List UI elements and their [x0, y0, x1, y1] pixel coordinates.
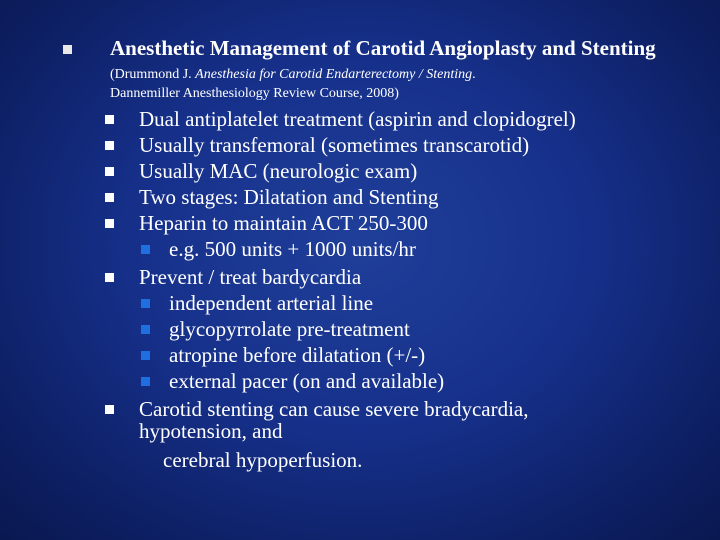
sub-bullet-icon [141, 351, 150, 360]
bullet-icon [105, 141, 114, 150]
bullet-icon [105, 167, 114, 176]
list-item: atropine before dilatation (+/-) [169, 343, 426, 367]
sub-bullet-icon [141, 377, 150, 386]
title-bullet-icon [63, 45, 72, 54]
title-citation: (Drummond J. Anesthesia for Carotid Endarterectomy / Stenting. [110, 67, 476, 82]
list-item: glycopyrrolate pre-treatment [169, 317, 410, 341]
list-item: Dual antiplatelet treatment (aspirin and clopidogrel) [139, 107, 576, 131]
slide-title [110, 37, 710, 86]
list-item: independent arterial line [169, 291, 374, 315]
bullet-icon [105, 405, 114, 414]
list-item: Two stages: Dilatation and Stenting [139, 185, 439, 209]
sub-bullet-icon [141, 299, 150, 308]
bullet-icon [105, 273, 114, 282]
bullet-icon [105, 193, 114, 202]
citation-source: Dannemiller Anesthesiology Review Course, 2008) [110, 86, 399, 101]
list-item: Usually MAC (neurologic exam) [139, 159, 418, 183]
bullet-icon [105, 115, 114, 124]
list-item: e.g. 500 units + 1000 units/hr [169, 237, 416, 261]
list-item-continuation: hypotension, and [139, 419, 283, 443]
list-item: Heparin to maintain ACT 250-300 [139, 211, 428, 235]
title-main: Anesthetic Management of Carotid Angioplasty and Stenting [110, 36, 656, 60]
list-item-continuation: cerebral hypoperfusion. [163, 448, 363, 472]
bullet-icon [105, 219, 114, 228]
list-item: Prevent / treat bardycardia [139, 265, 362, 289]
sub-bullet-icon [141, 245, 150, 254]
list-item: Usually transfemoral (sometimes transcarotid) [139, 133, 530, 157]
sub-bullet-icon [141, 325, 150, 334]
list-item: Carotid stenting can cause severe bradycardia, [139, 397, 529, 421]
list-item: external pacer (on and available) [169, 369, 445, 393]
